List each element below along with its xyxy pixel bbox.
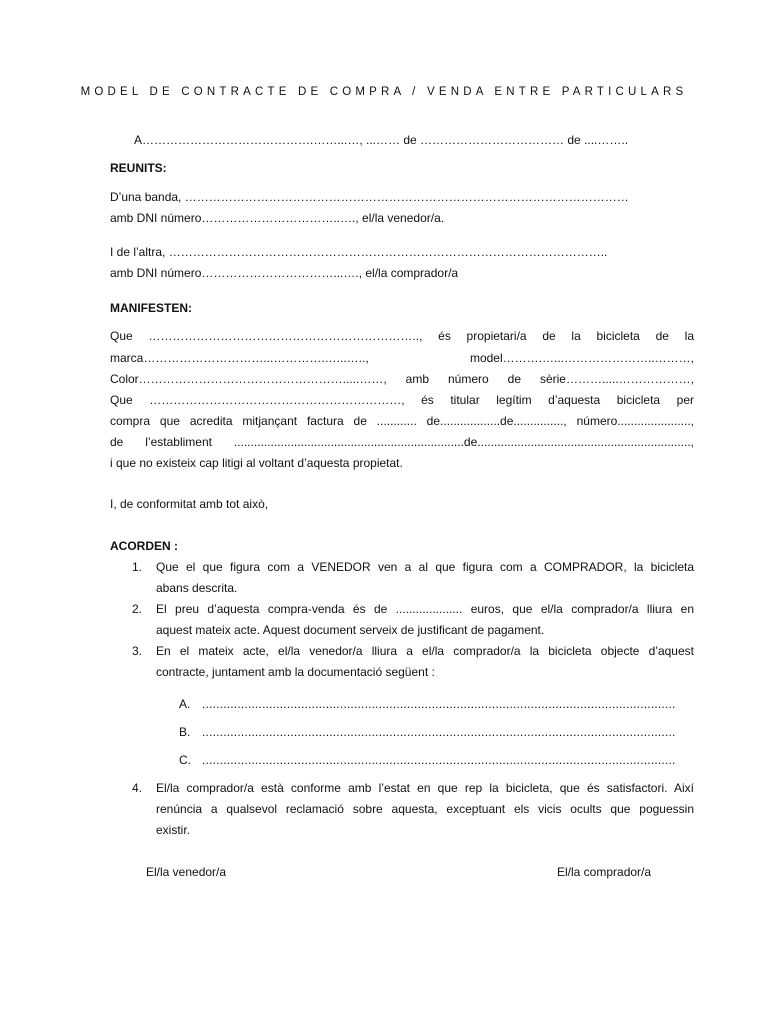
seller-signature-label: El/la venedor/a — [146, 865, 227, 879]
agreement-item-3-line: contracte, juntament amb la documentació següent : — [156, 665, 435, 679]
agreement-item-2-line: aquest mateix acte. Aquest document serveix de justificant de pagament. — [156, 623, 545, 637]
agreement-item-2-line: El preu d’aquesta compra-venda és de .................... euros, que el/la comprador/a lliura en — [156, 602, 694, 616]
acorden-heading: ACORDEN : — [110, 539, 178, 553]
item-number: 1. — [132, 560, 143, 574]
buyer-signature-label: El/la comprador/a — [557, 865, 652, 879]
buyer-name-line: I de l’altra, ……………………………………………………………………………………………….. — [110, 245, 608, 259]
agreement-item-3-line: En el mateix acte, el/la venedor/a lliura a el/la comprador/a la bicicleta objecte d’aquest — [156, 644, 694, 658]
document-list-letter: C. — [179, 753, 191, 767]
seller-dni-line: amb DNI número……………………………..…., el/la venedor/a. — [110, 211, 445, 225]
document-list-letter: A. — [179, 697, 191, 711]
agreement-item-4-line: existir. — [156, 823, 191, 837]
manifesten-line: marca…………………………...………….…...….., model……….…...…………………..………, — [110, 351, 694, 365]
document-title: MODEL DE CONTRACTE DE COMPRA / VENDA ENTRE PARTICULARS — [80, 86, 688, 98]
document-list-blank: ...................................................................................................................................... — [202, 697, 676, 711]
agreement-item-1-line: abans descrita. — [156, 581, 238, 595]
manifesten-line: Color…………………………………………….....……, amb número de sèrie……….....………………, — [110, 372, 694, 386]
agreement-item-4-line: El/la comprador/a està conforme amb l’estat en que rep la bicicleta, que és satisfactori. Així — [156, 781, 694, 795]
manifesten-line: Que ………………………………………………………….., és propietari/a de la bicicleta de la — [110, 329, 694, 343]
reunits-heading: REUNITS: — [110, 161, 167, 175]
document-list-letter: B. — [179, 725, 191, 739]
item-number: 2. — [132, 602, 143, 616]
seller-name-line: D’una banda, ………………………………………………………………………………………………… — [110, 190, 629, 204]
document-list-blank: ...................................................................................................................................... — [202, 753, 676, 767]
conformitat-line: I, de conformitat amb tot això, — [110, 497, 269, 511]
manifesten-line: compra que acredita mitjançant factura de ............ de..................de..............., número......................, — [110, 414, 694, 428]
item-number: 3. — [132, 644, 143, 658]
agreement-item-4-line: renúncia a qualsevol reclamació sobre aquesta, exceptuant els vicis ocults que poguessin — [156, 802, 694, 816]
manifesten-last-line: i que no existeix cap litigi al voltant d’aquesta propietat. — [110, 456, 403, 470]
manifesten-line: Que ………………………………………………………, és titular legítim d’aquesta bicicleta per — [110, 393, 694, 407]
agreement-item-1-line: Que el que figura com a VENEDOR ven a al que figura com a COMPRADOR, la bicicleta — [156, 560, 694, 574]
document-list-blank: ...................................................................................................................................... — [202, 725, 676, 739]
item-number: 4. — [132, 781, 143, 795]
manifesten-line: de l’establiment .....................................................................de................................................................, — [110, 435, 694, 449]
place-date-line: A…………………………………….……...…, ...…… de ……………………………… de ....…….. — [134, 133, 629, 147]
buyer-dni-line: amb DNI número……………………………...…., el/la comprador/a — [110, 266, 459, 280]
manifesten-heading: MANIFESTEN: — [110, 301, 192, 315]
